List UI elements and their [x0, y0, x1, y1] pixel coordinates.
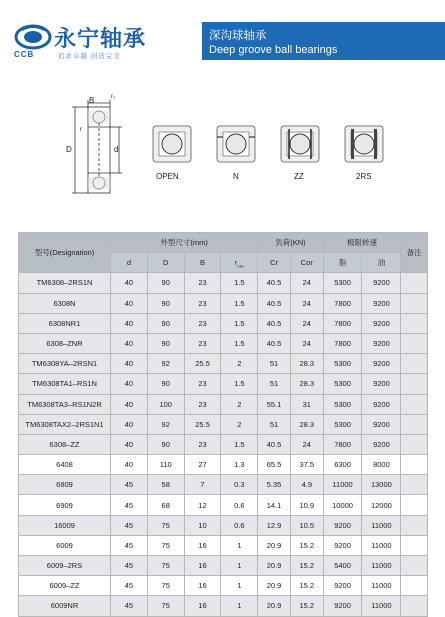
- table-cell: 23: [184, 293, 221, 313]
- table-row: [19, 354, 428, 374]
- designation-cell: TM6308YA–2RSN1: [19, 354, 111, 374]
- designation-cell: 6009: [19, 535, 111, 555]
- designation-cell: 6009–ZZ: [19, 576, 111, 596]
- designation-cell: 6909: [19, 495, 111, 515]
- bearing-diagrams: [0, 85, 445, 195]
- table-row: [19, 434, 428, 454]
- table-cell: 92: [147, 414, 184, 434]
- table-cell: [401, 273, 428, 293]
- variant-label-open: OPEN: [156, 172, 179, 181]
- table-cell: 28.3: [290, 414, 323, 434]
- table-cell: 0.3: [221, 475, 258, 495]
- designation-cell: TM6308TAX2–2RS1N1: [19, 414, 111, 434]
- table-cell: 23: [184, 374, 221, 394]
- designation-cell: 6308–ZNR: [19, 333, 111, 353]
- table-cell: 2: [221, 414, 258, 434]
- table-cell: 75: [147, 515, 184, 535]
- table-row: [19, 313, 428, 333]
- table-row: [19, 535, 428, 555]
- table-cell: 40: [111, 354, 148, 374]
- header-designation: 型号(Designation): [19, 233, 111, 273]
- designation-cell: 6308–ZZ: [19, 434, 111, 454]
- title-cn: 深沟球轴承: [209, 30, 267, 42]
- table-cell: 11000: [362, 576, 401, 596]
- table-cell: 7800: [323, 293, 362, 313]
- brand-slogan: 追求卓越 创造完美: [58, 53, 121, 60]
- table-cell: [401, 414, 428, 434]
- table-cell: 1.5: [221, 313, 258, 333]
- table-cell: 24: [290, 434, 323, 454]
- designation-cell: 6408: [19, 455, 111, 475]
- table-cell: 75: [147, 535, 184, 555]
- table-cell: 45: [111, 515, 148, 535]
- table-cell: [401, 556, 428, 576]
- table-cell: 90: [147, 273, 184, 293]
- table-cell: 40.5: [258, 273, 291, 293]
- table-cell: 4.9: [290, 475, 323, 495]
- table-cell: 13000: [362, 475, 401, 495]
- bearing-spec-table: [18, 232, 428, 617]
- table-cell: 5300: [323, 273, 362, 293]
- table-cell: 9200: [362, 394, 401, 414]
- table-cell: 1.5: [221, 333, 258, 353]
- table-cell: 15.2: [290, 596, 323, 616]
- header-rmin-main: r: [234, 257, 238, 267]
- table-cell: 7800: [323, 333, 362, 353]
- table-cell: 40: [111, 455, 148, 475]
- table-cell: 10: [184, 515, 221, 535]
- table-cell: [401, 313, 428, 333]
- table-cell: 15.2: [290, 576, 323, 596]
- table-cell: 11000: [362, 515, 401, 535]
- table-cell: 40.5: [258, 333, 291, 353]
- table-cell: 15.2: [290, 556, 323, 576]
- table-cell: 45: [111, 596, 148, 616]
- table-cell: 5300: [323, 354, 362, 374]
- variant-label-n: N: [233, 172, 239, 181]
- table-cell: 24: [290, 293, 323, 313]
- designation-cell: 6009–2RS: [19, 556, 111, 576]
- table-cell: 40: [111, 374, 148, 394]
- header-remark: 备注: [401, 233, 428, 273]
- designation-cell: TM6308TA3–RS1N2R: [19, 394, 111, 414]
- table-cell: 7: [184, 475, 221, 495]
- table-cell: 1.5: [221, 273, 258, 293]
- table-cell: 28.3: [290, 374, 323, 394]
- table-cell: 75: [147, 576, 184, 596]
- table-cell: 5400: [323, 556, 362, 576]
- header-rmin-sub: min: [237, 263, 244, 269]
- table-cell: 24: [290, 273, 323, 293]
- table-cell: 1: [221, 556, 258, 576]
- table-row: [19, 475, 428, 495]
- table-cell: 10000: [323, 495, 362, 515]
- table-cell: [401, 354, 428, 374]
- table-cell: 1.5: [221, 374, 258, 394]
- designation-cell: 16009: [19, 515, 111, 535]
- table-cell: 65.5: [258, 455, 291, 475]
- header-load: 负荷(KN): [258, 233, 323, 253]
- table-cell: 8000: [362, 455, 401, 475]
- header-cor: Cor: [290, 253, 323, 273]
- table-cell: 9200: [362, 293, 401, 313]
- designation-cell: 6308NR1: [19, 313, 111, 333]
- open-bearing-icon: [150, 123, 194, 165]
- brand-name-en: CCB: [14, 50, 35, 59]
- table-cell: 11000: [362, 596, 401, 616]
- table-cell: 11000: [323, 475, 362, 495]
- table-cell: 23: [184, 313, 221, 333]
- table-cell: 40: [111, 333, 148, 353]
- table-cell: 9200: [323, 596, 362, 616]
- dim-label-r1: r₁: [111, 94, 116, 100]
- table-cell: 45: [111, 495, 148, 515]
- table-cell: 31: [290, 394, 323, 414]
- table-cell: 6300: [323, 455, 362, 475]
- table-cell: 1.5: [221, 434, 258, 454]
- table-row: [19, 394, 428, 414]
- table-cell: [401, 455, 428, 475]
- table-cell: 1: [221, 596, 258, 616]
- table-cell: 2: [221, 394, 258, 414]
- table-cell: 40.5: [258, 313, 291, 333]
- table-cell: 68: [147, 495, 184, 515]
- brand-name-cn: 永宁轴承: [54, 26, 147, 51]
- table-cell: 90: [147, 434, 184, 454]
- table-cell: 12000: [362, 495, 401, 515]
- table-cell: 16: [184, 556, 221, 576]
- table-cell: [401, 434, 428, 454]
- table-cell: 37.5: [290, 455, 323, 475]
- table-cell: [401, 333, 428, 353]
- table-cell: 51: [258, 414, 291, 434]
- table-cell: 7800: [323, 313, 362, 333]
- header-oil: 油: [362, 253, 401, 273]
- table-cell: 28.3: [290, 354, 323, 374]
- designation-cell: TM6308–2RS1N: [19, 273, 111, 293]
- table-cell: 9200: [362, 374, 401, 394]
- table-cell: 25.5: [184, 354, 221, 374]
- dim-label-r: r: [80, 127, 82, 133]
- table-row: [19, 414, 428, 434]
- table-cell: 9200: [323, 576, 362, 596]
- table-cell: 40.5: [258, 434, 291, 454]
- table-cell: 40: [111, 434, 148, 454]
- table-cell: 110: [147, 455, 184, 475]
- table-cell: 20.9: [258, 535, 291, 555]
- table-cell: 9200: [362, 354, 401, 374]
- table-cell: 40: [111, 414, 148, 434]
- table-cell: 40: [111, 313, 148, 333]
- table-cell: 90: [147, 313, 184, 333]
- table-cell: 5300: [323, 394, 362, 414]
- table-cell: [401, 576, 428, 596]
- table-cell: 25.5: [184, 414, 221, 434]
- table-cell: 9200: [362, 414, 401, 434]
- header-b: B: [184, 253, 221, 273]
- table-cell: 20.9: [258, 576, 291, 596]
- table-row: [19, 293, 428, 313]
- table-cell: 45: [111, 475, 148, 495]
- table-cell: 92: [147, 354, 184, 374]
- table-cell: 12: [184, 495, 221, 515]
- header-grease: 脂: [323, 253, 362, 273]
- table-cell: 2: [221, 354, 258, 374]
- table-cell: 58: [147, 475, 184, 495]
- table-cell: 9200: [362, 313, 401, 333]
- table-body: [19, 273, 428, 616]
- table-cell: 1.3: [221, 455, 258, 475]
- table-cell: 20.9: [258, 596, 291, 616]
- designation-cell: 6009NR: [19, 596, 111, 616]
- table-cell: 24: [290, 313, 323, 333]
- table-cell: 11000: [362, 535, 401, 555]
- table-cell: [401, 475, 428, 495]
- table-cell: [401, 596, 428, 616]
- table-cell: [401, 374, 428, 394]
- dim-label-inner-d: d: [114, 145, 119, 154]
- table-cell: 10.9: [290, 495, 323, 515]
- designation-cell: 6308N: [19, 293, 111, 313]
- table-cell: 9200: [323, 515, 362, 535]
- table-cell: 23: [184, 273, 221, 293]
- table-cell: 5300: [323, 414, 362, 434]
- table-cell: 45: [111, 576, 148, 596]
- table-cell: 5.35: [258, 475, 291, 495]
- table-row: [19, 515, 428, 535]
- table-cell: 20.9: [258, 556, 291, 576]
- dim-label-b: B: [89, 96, 95, 105]
- table-row: [19, 576, 428, 596]
- table-cell: [401, 495, 428, 515]
- page-header: [0, 0, 445, 62]
- table-cell: 90: [147, 374, 184, 394]
- table-cell: 7800: [323, 434, 362, 454]
- table-cell: 1: [221, 576, 258, 596]
- table-row: [19, 374, 428, 394]
- table-cell: 16: [184, 596, 221, 616]
- dim-label-outer-d: D: [66, 145, 72, 154]
- table-cell: 45: [111, 556, 148, 576]
- table-cell: 90: [147, 333, 184, 353]
- table-cell: 75: [147, 596, 184, 616]
- table-cell: 0.6: [221, 495, 258, 515]
- table-cell: 9200: [362, 273, 401, 293]
- designation-cell: 6809: [19, 475, 111, 495]
- table-cell: 55.1: [258, 394, 291, 414]
- 2rs-bearing-icon: [342, 123, 386, 165]
- table-cell: 9200: [323, 535, 362, 555]
- table-cell: 40.5: [258, 293, 291, 313]
- header-cr: Cr: [258, 253, 291, 273]
- table-cell: 9200: [362, 333, 401, 353]
- table-cell: 23: [184, 333, 221, 353]
- table-cell: 16: [184, 535, 221, 555]
- table-cell: 15.2: [290, 535, 323, 555]
- designation-cell: TM6308TA1–RS1N: [19, 374, 111, 394]
- table-cell: 14.1: [258, 495, 291, 515]
- table-cell: 45: [111, 535, 148, 555]
- table-cell: [401, 515, 428, 535]
- header-dimensions: 外型尺寸(mm): [111, 233, 258, 253]
- table-row: [19, 596, 428, 616]
- zz-bearing-icon: [278, 123, 322, 165]
- table-cell: 90: [147, 293, 184, 313]
- header-outer-d: D: [147, 253, 184, 273]
- table-cell: 5300: [323, 374, 362, 394]
- table-row: [19, 455, 428, 475]
- table-cell: 40: [111, 293, 148, 313]
- table-cell: [401, 293, 428, 313]
- table-cell: 100: [147, 394, 184, 414]
- table-cell: 9200: [362, 434, 401, 454]
- table-row: [19, 333, 428, 353]
- table-cell: 24: [290, 333, 323, 353]
- table-row: [19, 556, 428, 576]
- header-rmin: [221, 253, 258, 273]
- section-title: [202, 22, 445, 60]
- table-header: [19, 233, 428, 273]
- table-cell: 1: [221, 535, 258, 555]
- header-d: d: [111, 253, 148, 273]
- table-cell: 23: [184, 434, 221, 454]
- table-row: [19, 273, 428, 293]
- table-cell: 11000: [362, 556, 401, 576]
- table-cell: 1.5: [221, 293, 258, 313]
- table-cell: 75: [147, 556, 184, 576]
- table-cell: 27: [184, 455, 221, 475]
- table-cell: [401, 394, 428, 414]
- table-cell: 23: [184, 394, 221, 414]
- table-cell: 12.9: [258, 515, 291, 535]
- ccb-logo-icon: [14, 24, 52, 50]
- header-speed: 极限转速: [323, 233, 401, 253]
- table-cell: 51: [258, 374, 291, 394]
- table-cell: 0.6: [221, 515, 258, 535]
- table-cell: 10.5: [290, 515, 323, 535]
- table-cell: 51: [258, 354, 291, 374]
- table-row: [19, 495, 428, 515]
- variant-label-zz: ZZ: [294, 172, 304, 181]
- title-en: Deep groove ball bearings: [209, 44, 338, 56]
- n-bearing-icon: [214, 123, 258, 165]
- variant-label-2rs: 2RS: [356, 172, 372, 181]
- table-cell: [401, 535, 428, 555]
- table-cell: 16: [184, 576, 221, 596]
- table-cell: 40: [111, 273, 148, 293]
- table-cell: 40: [111, 394, 148, 414]
